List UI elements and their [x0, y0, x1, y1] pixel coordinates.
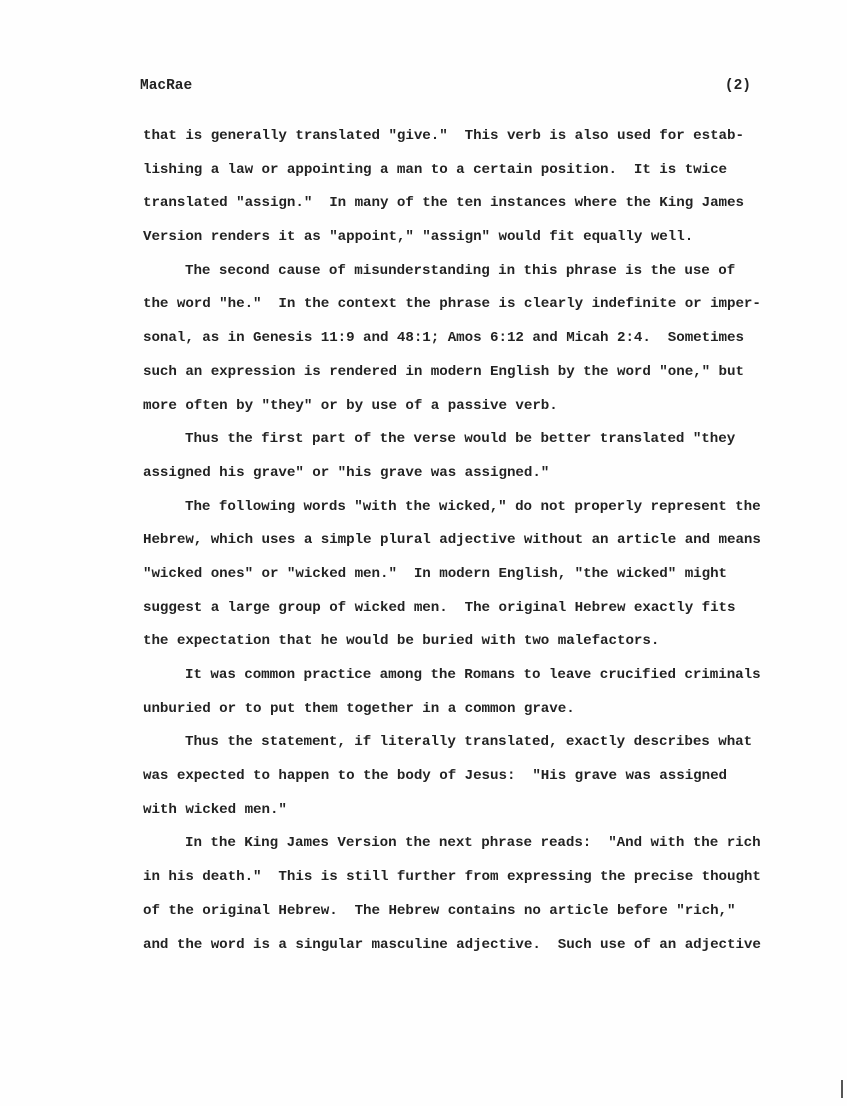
- text-line: In the King James Version the next phrase reads: "And with the rich: [185, 835, 761, 852]
- text-line: and the word is a singular masculine adjective. Such use of an adjective: [143, 936, 761, 953]
- text-line: Hebrew, which uses a simple plural adjective without an article and means: [143, 532, 761, 549]
- text-line: the expectation that he would be buried with two malefactors.: [143, 633, 660, 650]
- paragraph: [143, 831, 763, 966]
- paragraph: [143, 663, 763, 730]
- text-line: It was common practice among the Romans to leave crucified criminals: [185, 667, 761, 683]
- page-number: (2): [724, 78, 751, 94]
- text-line: Thus the first part of the verse would be better translated "they: [185, 431, 736, 448]
- text-line: unburied or to put them together in a common grave.: [143, 700, 575, 717]
- paragraph: [143, 124, 763, 259]
- paragraph: [143, 495, 763, 663]
- text-line: in his death." This is still further from expressing the precise thought: [143, 869, 761, 886]
- paragraph: [143, 427, 763, 494]
- text-line: assigned his grave" or "his grave was assigned.": [143, 464, 550, 481]
- text-line: translated "assign." In many of the ten instances where the King James: [143, 195, 744, 212]
- text-line: sonal, as in Genesis 11:9 and 48:1; Amos 6:12 and Micah 2:4. Sometimes: [143, 330, 744, 347]
- text-line: The following words "with the wicked," do not properly represent the: [185, 498, 761, 515]
- text-line: with wicked men.": [143, 801, 287, 818]
- scan-edge-mark: [841, 1080, 843, 1098]
- text-line: more often by "they" or by use of a passive verb.: [143, 397, 558, 414]
- text-line: The second cause of misunderstanding in this phrase is the use of: [185, 262, 736, 279]
- text-line: was expected to happen to the body of Jesus: "His grave was assigned: [143, 768, 728, 785]
- text-line: of the original Hebrew. The Hebrew contains no article before "rich,": [143, 902, 736, 919]
- text-line: Version renders it as "appoint," "assign" would fit equally well.: [143, 229, 694, 246]
- text-line: suggest a large group of wicked men. The original Hebrew exactly fits: [143, 599, 736, 616]
- text-line: Thus the statement, if literally translated, exactly describes what: [185, 734, 753, 751]
- text-line: that is generally translated "give." This verb is also used for estab-: [143, 128, 744, 144]
- paragraph: [143, 730, 763, 831]
- running-header-author: MacRae: [140, 78, 193, 94]
- text-line: "wicked ones" or "wicked men." In modern English, "the wicked" might: [143, 565, 728, 582]
- text-line: the word "he." In the context the phrase is clearly indefinite or imper-: [143, 296, 761, 313]
- text-line: such an expression is rendered in modern English by the word "one," but: [143, 363, 744, 380]
- paragraph: [143, 259, 763, 427]
- text-line: lishing a law or appointing a man to a certain position. It is twice: [143, 161, 728, 178]
- document-body: [143, 124, 763, 966]
